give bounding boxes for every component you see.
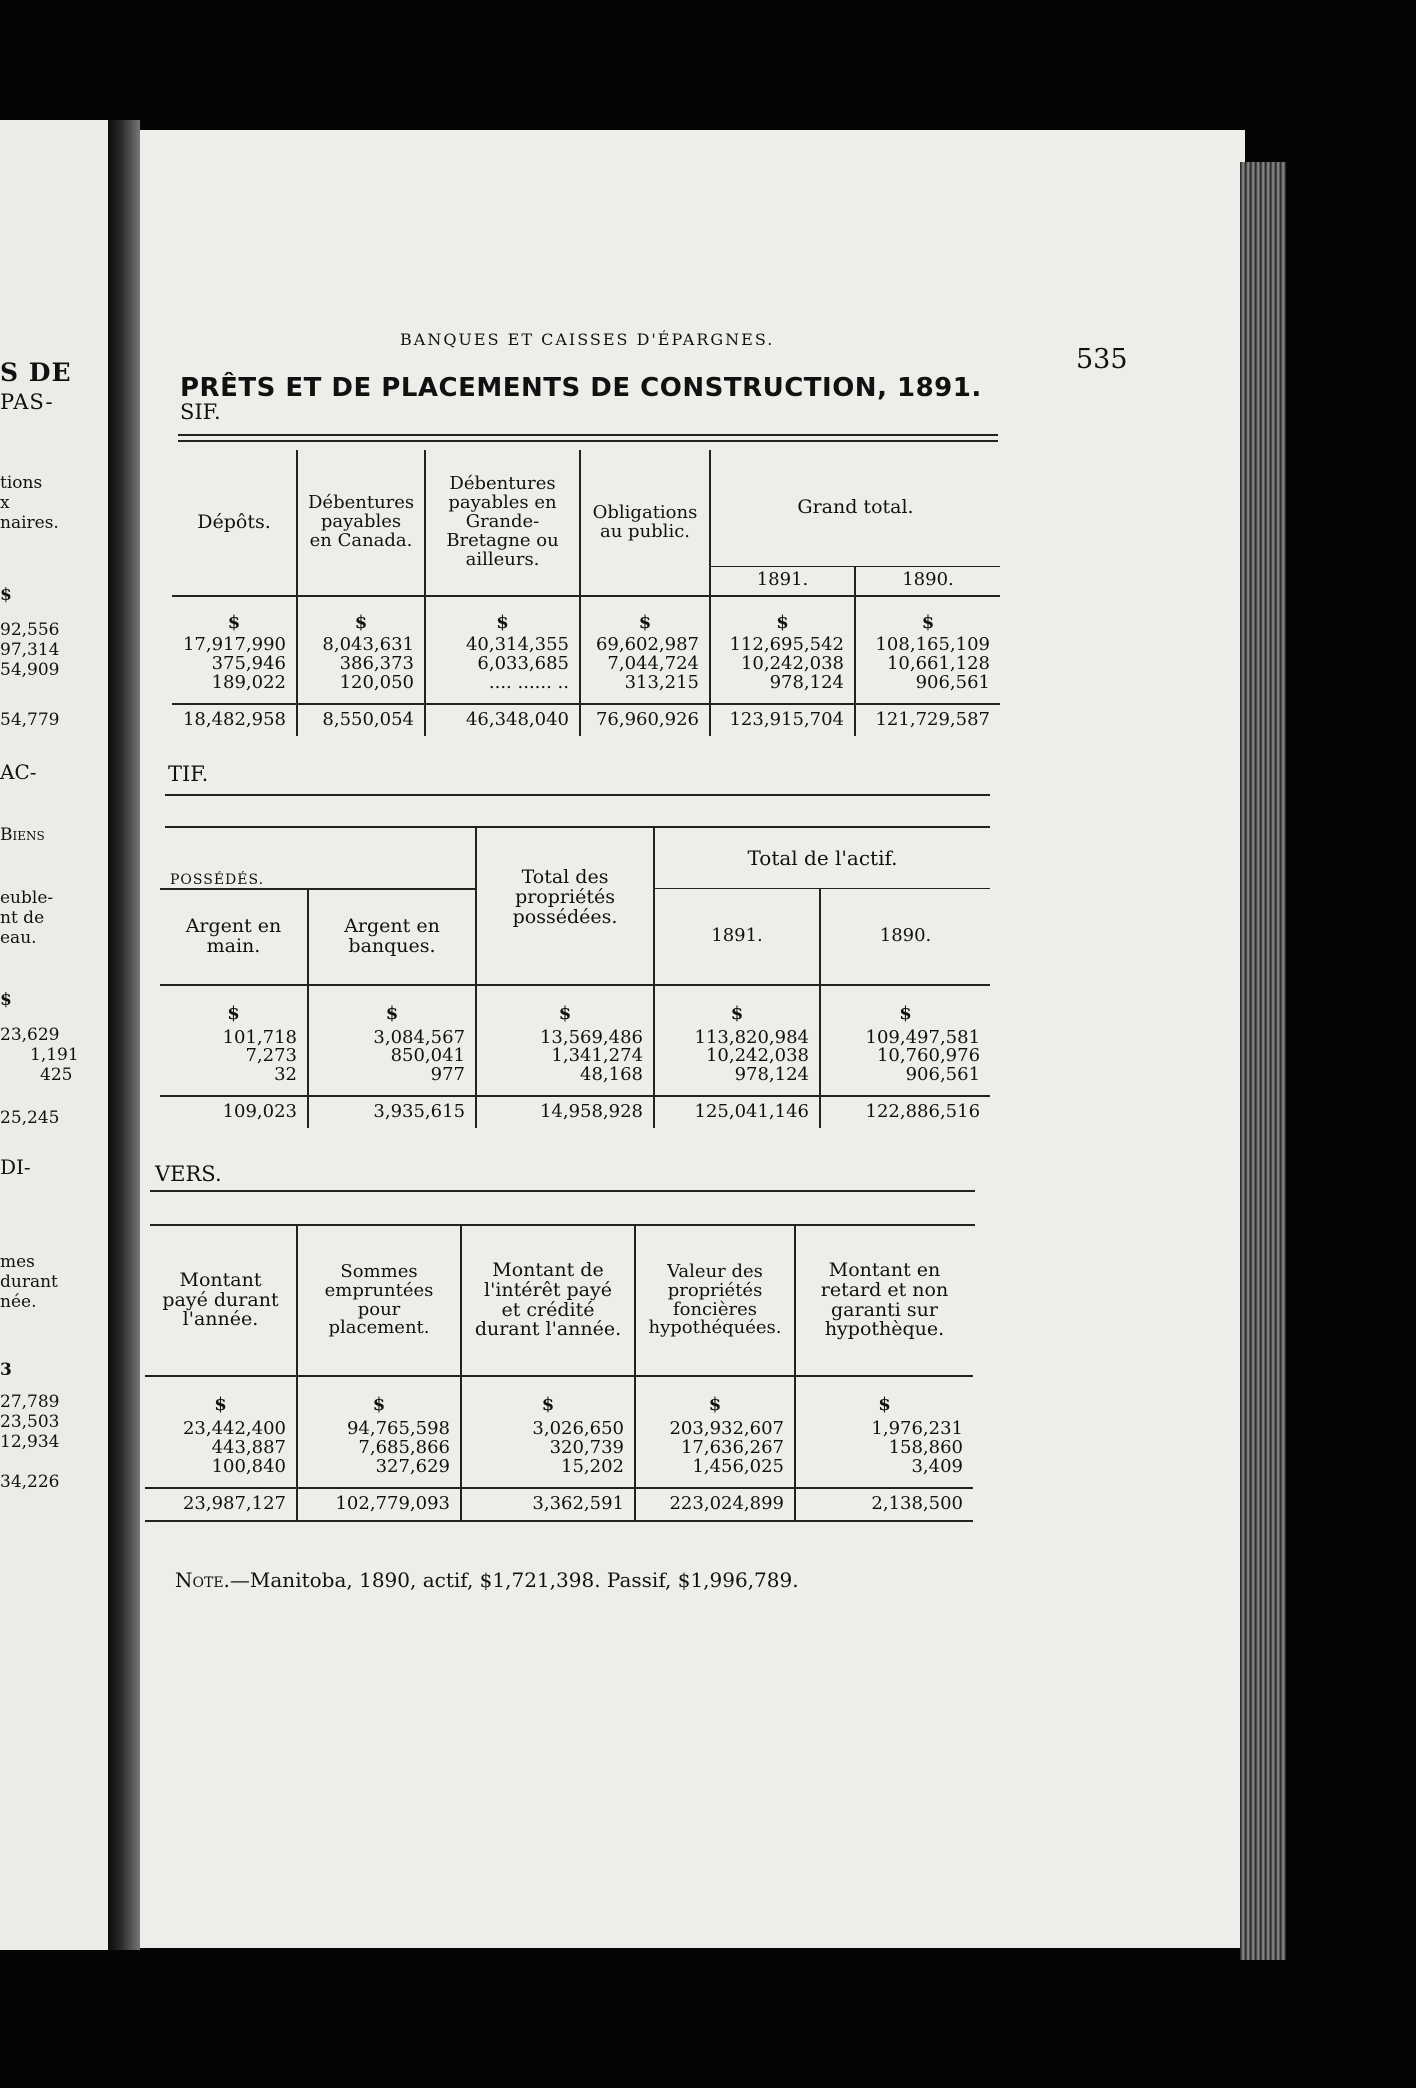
- currency-sign: $: [878, 1394, 891, 1415]
- year-header-1891: 1891.: [654, 889, 820, 985]
- currency-sign: $: [710, 596, 855, 636]
- running-head: BANQUES ET CAISSES D'ÉPARGNES.: [400, 330, 775, 349]
- data-cell: 69,602,987: [580, 636, 710, 655]
- data-cell: 375,946: [172, 655, 297, 674]
- total-cell: 76,960,926: [580, 704, 710, 736]
- col-header-total-proprietes: Total des propriétés possédées.: [476, 828, 654, 985]
- total-cell: 122,886,516: [820, 1096, 990, 1128]
- col-header-sommes-empruntees: Sommes empruntées pour placement.: [297, 1226, 461, 1376]
- left-fragment: $: [0, 990, 12, 1010]
- left-fragment: DI-: [0, 1155, 31, 1179]
- data-cell: 203,932,607: [635, 1420, 795, 1439]
- left-fragment: naires.: [0, 513, 59, 533]
- section-label-divers: VERS.: [155, 1162, 222, 1186]
- data-cell: 443,887: [145, 1439, 297, 1458]
- col-header-montant-interet: Montant de l'intérêt payé et crédité durant l'année.: [461, 1226, 635, 1376]
- data-cell: 15,202: [461, 1458, 635, 1488]
- data-cell: 13,569,486: [476, 1029, 654, 1048]
- currency-sign: $: [160, 985, 308, 1029]
- left-fragment: 92,556: [0, 620, 60, 640]
- left-fragment: 34,226: [0, 1472, 60, 1492]
- currency-sign: $: [461, 1376, 635, 1420]
- left-fragment: 27,789: [0, 1392, 60, 1412]
- page-title: PRÊTS ET DE PLACEMENTS DE CONSTRUCTION, 1891.: [180, 373, 982, 403]
- group-header-possedes: POSSÉDÉS.: [160, 828, 476, 889]
- data-cell: 17,636,267: [635, 1439, 795, 1458]
- data-cell: 1,341,274: [476, 1047, 654, 1066]
- col-header-debentures-bretagne: Débentures payables en Grande-Bretagne ou ailleurs.: [425, 450, 580, 596]
- page-number: 535: [1076, 344, 1128, 375]
- section-label-passif: SIF.: [180, 400, 221, 424]
- total-cell: 109,023: [160, 1096, 308, 1128]
- data-cell: 6,033,685: [425, 655, 580, 674]
- data-cell: 94,765,598: [297, 1420, 461, 1439]
- currency-sign: $: [654, 985, 820, 1029]
- currency-sign: $: [297, 1376, 461, 1420]
- data-cell: 100,840: [145, 1458, 297, 1488]
- data-cell: 8,043,631: [297, 636, 425, 655]
- data-cell: 40,314,355: [425, 636, 580, 655]
- left-fragment: 25,245: [0, 1108, 60, 1128]
- data-cell: 3,026,650: [461, 1420, 635, 1439]
- data-cell: 3,084,567: [308, 1029, 476, 1048]
- data-cell: 850,041: [308, 1047, 476, 1066]
- total-cell: 2,138,500: [795, 1488, 973, 1521]
- data-cell: 158,860: [888, 1436, 963, 1458]
- currency-sign: $: [308, 985, 476, 1029]
- currency-sign: $: [425, 596, 580, 636]
- total-cell: 125,041,146: [654, 1096, 820, 1128]
- currency-sign: $: [899, 1002, 912, 1024]
- left-fragment: 3: [0, 1360, 12, 1380]
- left-fragment: euble-: [0, 888, 54, 908]
- col-header-depots: Dépôts.: [172, 450, 297, 596]
- total-cell: 223,024,899: [635, 1488, 795, 1521]
- left-fragment: 54,909: [0, 660, 60, 680]
- data-cell: 1,976,231: [871, 1418, 963, 1439]
- section-label-actif: TIF.: [168, 762, 209, 786]
- col-header-argent-main: Argent en main.: [160, 889, 308, 985]
- currency-sign: $: [145, 1376, 297, 1420]
- data-cell: 906,561: [905, 1064, 981, 1086]
- data-cell: 10,661,128: [886, 652, 990, 674]
- col-header-montant-retard: Montant en retard et non garanti sur hypothèque.: [795, 1226, 973, 1376]
- left-fragment: eau.: [0, 928, 37, 948]
- left-fragment: PAS-: [0, 390, 54, 414]
- col-header-montant-paye: Montant payé durant l'année.: [145, 1226, 297, 1376]
- left-fragment: AC-: [0, 760, 37, 784]
- total-cell: 3,362,591: [461, 1488, 635, 1521]
- footnote: [175, 1568, 799, 1592]
- left-fragment: mes: [0, 1252, 35, 1272]
- data-cell: 386,373: [297, 655, 425, 674]
- data-cell: 32: [160, 1066, 308, 1096]
- currency-sign: $: [172, 596, 297, 636]
- left-fragment: 97,314: [0, 640, 60, 660]
- year-header-1891: 1891.: [710, 566, 855, 596]
- currency-sign: $: [580, 596, 710, 636]
- section-rule: [178, 434, 998, 436]
- col-header-total-actif: Total de l'actif.: [654, 828, 990, 889]
- left-fragment: 425: [40, 1065, 73, 1085]
- left-fragment: 54,779: [0, 710, 60, 730]
- data-cell: 3,409: [911, 1455, 963, 1477]
- left-fragment: durant: [0, 1272, 58, 1292]
- total-cell: 121,729,587: [855, 704, 1000, 736]
- year-header-1890: 1890.: [855, 566, 1000, 596]
- data-cell: 101,718: [160, 1029, 308, 1048]
- data-cell: 10,760,976: [876, 1045, 981, 1067]
- data-cell: 112,695,542: [710, 636, 855, 655]
- left-fragment: 1,191: [30, 1045, 79, 1065]
- currency-sign: $: [476, 985, 654, 1029]
- year-header-1890: 1890.: [820, 889, 990, 985]
- left-fragment: S DE: [0, 358, 72, 387]
- col-header-grand-total: Grand total.: [710, 450, 1000, 566]
- left-fragment: tions: [0, 473, 43, 493]
- data-cell: 10,242,038: [710, 655, 855, 674]
- footnote-lead: Note.: [175, 1568, 230, 1592]
- data-cell: 1,456,025: [635, 1458, 795, 1488]
- left-page-fragment: [0, 120, 108, 1950]
- data-cell: 320,739: [461, 1439, 635, 1458]
- data-cell: 7,685,866: [297, 1439, 461, 1458]
- data-cell: 327,629: [297, 1458, 461, 1488]
- left-fragment: Biens: [0, 825, 45, 845]
- total-cell: 23,987,127: [145, 1488, 297, 1521]
- data-cell: 977: [308, 1066, 476, 1096]
- left-fragment: $: [0, 585, 12, 605]
- footnote-text: —Manitoba, 1890, actif, $1,721,398. Passif, $1,996,789.: [229, 1568, 799, 1592]
- data-cell: 23,442,400: [145, 1420, 297, 1439]
- data-cell: 978,124: [654, 1066, 820, 1096]
- left-fragment: 23,629: [0, 1025, 60, 1045]
- data-cell: 313,215: [580, 674, 710, 704]
- currency-sign: $: [297, 596, 425, 636]
- total-cell: 3,935,615: [308, 1096, 476, 1128]
- data-cell: 7,273: [160, 1047, 308, 1066]
- data-cell: 906,561: [915, 671, 990, 693]
- total-cell: 18,482,958: [172, 704, 297, 736]
- data-cell: 48,168: [476, 1066, 654, 1096]
- col-header-debentures-canada: Débentures payables en Canada.: [297, 450, 425, 596]
- left-fragment: 23,503: [0, 1412, 60, 1432]
- left-fragment: née.: [0, 1292, 37, 1312]
- divers-table: [145, 1226, 973, 1522]
- data-cell: 113,820,984: [654, 1029, 820, 1048]
- currency-sign: $: [921, 612, 935, 633]
- page-edges: [1240, 162, 1286, 1960]
- col-header-argent-banques: Argent en banques.: [308, 889, 476, 985]
- data-cell: .... ...... ..: [425, 674, 580, 704]
- total-cell: 46,348,040: [425, 704, 580, 736]
- left-fragment: x: [0, 493, 10, 513]
- total-cell: 123,915,704: [710, 704, 855, 736]
- section-rule: [165, 794, 990, 796]
- total-cell: 102,779,093: [297, 1488, 461, 1521]
- currency-sign: $: [635, 1376, 795, 1420]
- section-rule: [178, 440, 998, 442]
- data-cell: 109,497,581: [865, 1026, 981, 1048]
- data-cell: 189,022: [172, 674, 297, 704]
- data-cell: 17,917,990: [172, 636, 297, 655]
- data-cell: 7,044,724: [580, 655, 710, 674]
- data-cell: 108,165,109: [875, 634, 990, 655]
- book-gutter: [108, 120, 140, 1950]
- left-fragment: nt de: [0, 908, 45, 928]
- passif-table: [172, 450, 1000, 736]
- left-fragment: 12,934: [0, 1432, 60, 1452]
- actif-table: [160, 828, 990, 1128]
- total-cell: 14,958,928: [476, 1096, 654, 1128]
- data-cell: 120,050: [297, 674, 425, 704]
- section-rule: [150, 1190, 975, 1192]
- total-cell: 8,550,054: [297, 704, 425, 736]
- col-header-valeur-proprietes: Valeur des propriétés foncières hypothéquées.: [635, 1226, 795, 1376]
- col-header-obligations: Obligations au public.: [580, 450, 710, 596]
- data-cell: 978,124: [710, 674, 855, 704]
- data-cell: 10,242,038: [654, 1047, 820, 1066]
